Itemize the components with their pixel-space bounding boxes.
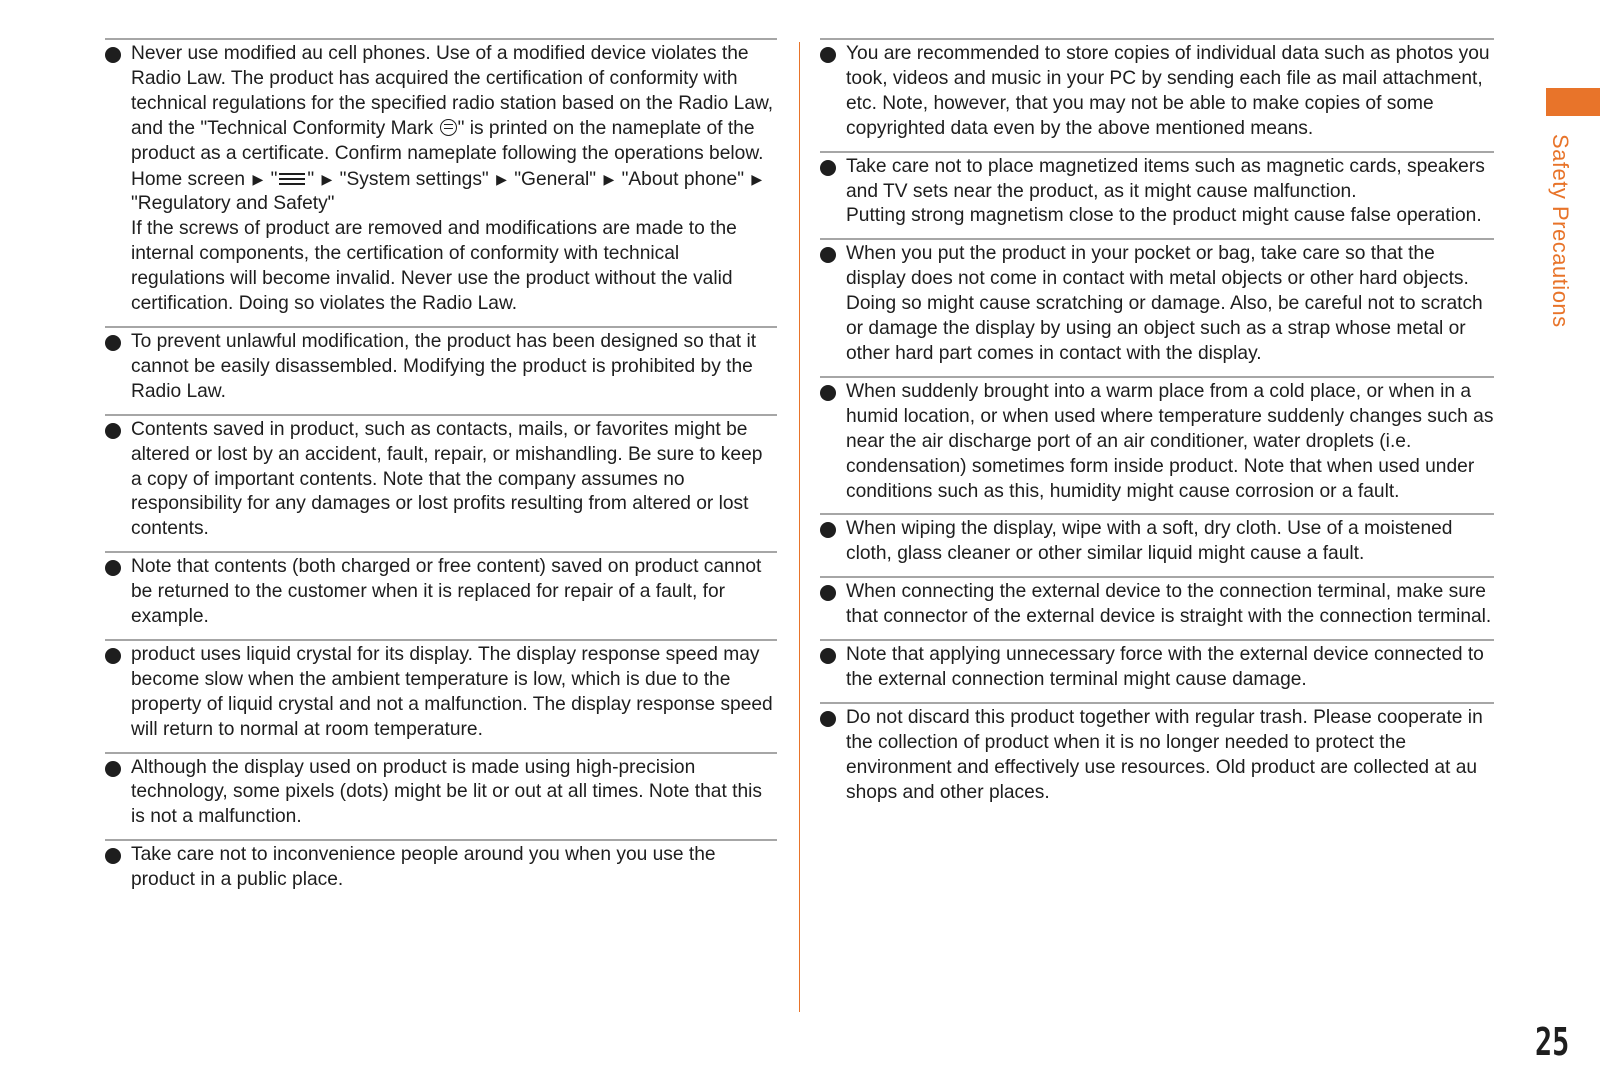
bullet-item — [105, 414, 777, 552]
nav-step-general: "General" — [514, 168, 597, 190]
bullet-icon — [820, 385, 836, 401]
section-tab-marker — [1546, 88, 1600, 116]
item-text: When wiping the display, wipe with a soft, dry cloth. Use of a moistened cloth, glass cleaner or other similar liquid might cause a fault. — [846, 518, 1453, 565]
item-text: If the screws of product are removed and modifications are made to the internal components, the certification of conformity with technical regulations will become invalid. Never use the product without the valid certification. Doing so violates the Radio Law. — [131, 218, 737, 315]
bullet-icon — [820, 648, 836, 664]
bullet-item — [820, 702, 1494, 815]
item-text-part: Never use modified au cell phones. Use of a modified device violates the Radio Law. The product has acquired the certification of conformity with technical regulations for the specified radio station based on the Radio Law, and the "Technical Conformity Mark — [131, 43, 774, 139]
bullet-item — [820, 639, 1494, 702]
bullet-item — [820, 513, 1494, 576]
bullet-item — [105, 839, 777, 902]
bullet-item — [105, 38, 777, 326]
bullet-item — [105, 326, 777, 414]
bullet-icon — [820, 522, 836, 538]
nav-step-system-settings: "System settings" — [339, 168, 489, 190]
bullet-icon — [105, 335, 121, 351]
bullet-icon — [105, 761, 121, 777]
arrow-right-icon: ▶ — [496, 170, 507, 187]
section-side-label: Safety Precautions — [1548, 134, 1573, 328]
bullet-icon — [105, 47, 121, 63]
bullet-item — [820, 576, 1494, 639]
bullet-item — [820, 151, 1494, 239]
technical-conformity-mark-icon — [440, 119, 457, 136]
arrow-right-icon: ▶ — [252, 170, 264, 187]
bullet-item — [820, 376, 1494, 514]
right-column — [820, 38, 1494, 814]
bullet-item — [105, 639, 777, 752]
item-text: To prevent unlawful modification, the product has been designed so that it cannot be easily disassembled. Modifying the product is prohibited by the Radio Law. — [131, 330, 757, 402]
item-text: Note that applying unnecessary force with the external device connected to the external connection terminal might cause damage. — [846, 644, 1484, 690]
page-number: 25 — [1535, 1020, 1570, 1064]
bullet-icon — [820, 247, 836, 263]
bullet-icon — [820, 160, 836, 176]
item-text: Do not discard this product together with regular trash. Please cooperate in the collection of product when it is no longer needed to protect the environment and effectively use resources. Old product are collected at au shops and other places. — [846, 706, 1483, 803]
operation-path — [131, 167, 777, 218]
bullet-icon — [820, 47, 836, 63]
item-text: When you put the product in your pocket or bag, take care so that the display does not come in contact with metal objects or other hard objects. Doing so might cause scratching or damage. Also, be careful not to scratch or damage the display by using an object such as a strap whose metal or other hard part comes in contact with the display. — [846, 243, 1483, 364]
bullet-item — [105, 551, 777, 639]
item-text: When connecting the external device to the connection terminal, make sure that connector of the external device is straight with the connection terminal. — [846, 581, 1492, 628]
bullet-item — [820, 38, 1494, 151]
nav-quote: " — [307, 168, 315, 190]
item-text: product uses liquid crystal for its display. The display response speed may become slow when the ambient temperature is low, which is due to the property of liquid crystal and not a malfunction. The display response speed will return to normal at room temperature. — [131, 643, 773, 740]
bullet-icon — [820, 711, 836, 727]
item-text: When suddenly brought into a warm place from a cold place, or when in a humid location, or when used where temperature suddenly changes such as near the air discharge port of an air conditioner, water droplets (i.e. condensation) sometimes form inside product. Note that when used under conditions such as this, humidity might cause corrosion or a fault. — [846, 380, 1494, 502]
bullet-icon — [105, 560, 121, 576]
item-text: Note that contents (both charged or free content) saved on product cannot be returned to the customer when it is replaced for repair of a fault, for example. — [131, 556, 762, 628]
bullet-icon — [105, 648, 121, 664]
bullet-item — [820, 238, 1494, 376]
arrow-right-icon: ▶ — [603, 170, 615, 187]
left-column — [105, 38, 777, 902]
menu-icon — [279, 172, 305, 186]
item-text: Take care not to inconvenience people around you when you use the product in a public place. — [131, 844, 716, 891]
item-text: Contents saved in product, such as contacts, mails, or favorites might be altered or lost by an accident, fault, repair, or mishandling. Be sure to keep a copy of important contents. Note that the company assumes no responsibility for any damages or lost profits resulting from altered or lost contents. — [131, 418, 763, 540]
item-text-part: " is printed on the nameplate of the product as a certificate. Confirm nameplate following the operations below. — [131, 117, 764, 164]
item-text: Putting strong magnetism close to the product might cause false operation. — [846, 205, 1482, 227]
nav-step-regulatory: "Regulatory and Safety" — [131, 193, 335, 215]
bullet-icon — [820, 585, 836, 601]
nav-quote: " — [270, 168, 278, 190]
column-divider — [799, 42, 800, 1012]
bullet-icon — [105, 848, 121, 864]
arrow-right-icon: ▶ — [321, 170, 333, 187]
bullet-icon — [105, 423, 121, 439]
nav-step-home: Home screen — [131, 168, 246, 190]
nav-step-about-phone: "About phone" — [621, 168, 745, 190]
item-text — [131, 42, 777, 167]
item-text: Take care not to place magnetized items such as magnetic cards, speakers and TV sets near the product, as it might cause malfunction. — [846, 155, 1485, 202]
item-text: You are recommended to store copies of individual data such as photos you took, videos and music in your PC by sending each file as mail attachment, etc. Note, however, that you may not be able to make copies of some copyrighted data even by the above mentioned means. — [846, 43, 1490, 139]
arrow-right-icon: ▶ — [751, 170, 763, 187]
item-text: Although the display used on product is made using high-precision technology, some pixels (dots) might be lit or out at all times. Note that this is not a malfunction. — [131, 756, 762, 828]
bullet-item — [105, 752, 777, 840]
